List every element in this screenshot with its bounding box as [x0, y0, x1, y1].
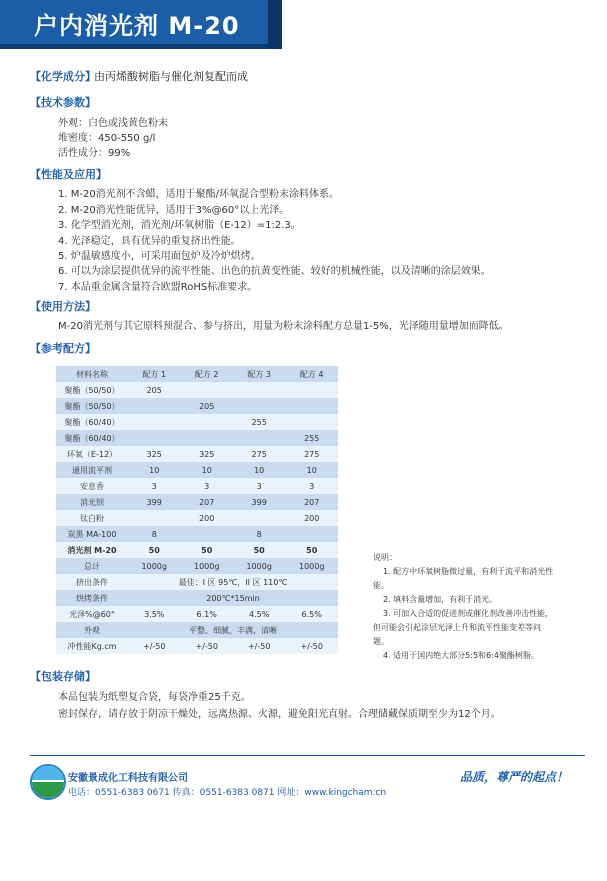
table-cell: 总计	[56, 558, 128, 574]
table-row	[56, 638, 338, 654]
table-cell: 环氧（E-12）	[56, 446, 128, 462]
notes-line: 4. 适用于国内绝大部分5:5和6:4聚酯树脂。	[383, 651, 539, 660]
table-cell: 炭黑 MA-100	[56, 526, 128, 542]
table-cell: 挤出条件	[56, 574, 128, 590]
notes-title: 说明：	[373, 553, 397, 562]
footer-divider	[30, 755, 585, 756]
table-cell: +/-50	[285, 638, 338, 654]
table-cell	[285, 414, 338, 430]
table-cell: 外观	[56, 622, 128, 638]
tech-param-appearance: 外观：白色或浅黄色粉末	[58, 118, 168, 129]
table-row	[56, 478, 338, 494]
table-cell: 50	[180, 542, 232, 558]
notes-line: 1. 配方中环氧树脂微过量，有利于流平和消光性	[383, 567, 554, 576]
composition-text: 由丙烯酸树脂与催化剂复配而成	[94, 70, 248, 83]
table-row	[56, 606, 338, 622]
table-row	[56, 398, 338, 414]
table-cell: 烘烤条件	[56, 590, 128, 606]
table-cell: 平整、细腻、丰满、清晰	[128, 622, 338, 638]
table-header-cell: 配方 3	[233, 366, 285, 382]
table-row	[56, 462, 338, 478]
table-row	[56, 542, 338, 558]
performance-label: 【性能及应用】	[30, 168, 107, 181]
table-row	[56, 590, 338, 606]
table-cell	[128, 510, 180, 526]
table-cell	[285, 398, 338, 414]
table-cell: 325	[128, 446, 180, 462]
table-cell: 1000g	[285, 558, 338, 574]
table-header-row	[56, 366, 338, 382]
table-row	[56, 510, 338, 526]
notes-line: 题。	[373, 637, 389, 646]
table-cell	[233, 382, 285, 398]
table-cell: 399	[128, 494, 180, 510]
table-cell: 10	[233, 462, 285, 478]
notes-line: 但可能会引起涂层光泽上升和流平性能变差等问	[373, 623, 541, 632]
table-cell	[180, 382, 232, 398]
table-cell	[285, 382, 338, 398]
packaging-label: 【包装存储】	[30, 670, 96, 683]
table-cell: 1000g	[233, 558, 285, 574]
table-cell: +/-50	[180, 638, 232, 654]
company-name: 安徽景成化工科技有限公司	[68, 773, 188, 784]
table-cell: +/-50	[233, 638, 285, 654]
usage-label: 【使用方法】	[30, 300, 96, 313]
table-cell: 消光剂 M-20	[56, 542, 128, 558]
table-cell: 255	[233, 414, 285, 430]
table-cell: 255	[285, 430, 338, 446]
table-row	[56, 526, 338, 542]
table-cell: 3	[285, 478, 338, 494]
table-cell: 275	[233, 446, 285, 462]
page-title: 户内消光剂 M-20	[34, 12, 240, 40]
packaging-line: 本品包装为纸塑复合袋，每袋净重25千克。	[58, 692, 251, 703]
table-cell: 10	[128, 462, 180, 478]
table-cell: 聚酯（50/50）	[56, 382, 128, 398]
table-row	[56, 558, 338, 574]
table-cell: 冲性能Kg.cm	[56, 638, 128, 654]
tech-params-label: 【技术参数】	[30, 96, 96, 109]
table-cell: 最佳：I 区 95℃，II 区 110℃	[128, 574, 338, 590]
table-cell: 光泽%@60°	[56, 606, 128, 622]
logo-sky	[32, 766, 64, 780]
table-cell	[233, 430, 285, 446]
table-cell: 1000g	[180, 558, 232, 574]
table-cell: 消光钡	[56, 494, 128, 510]
table-cell: 钛白粉	[56, 510, 128, 526]
composition-label: 【化学成分】	[30, 70, 96, 83]
table-cell: 399	[233, 494, 285, 510]
notes-line: 2. 填料含量增加，有利于消光。	[383, 595, 498, 604]
table-header-cell: 配方 1	[128, 366, 180, 382]
usage-text: M-20消光剂与其它原料预混合、参与挤出，用量为粉末涂料配方总量1-5%，光泽随用量增加而降低。	[58, 321, 509, 332]
company-contact: 电话：0551-6383 0671 传真：0551-6383 0871 网址：www.kingcham.cn	[68, 788, 387, 798]
table-cell: 207	[180, 494, 232, 510]
table-cell	[180, 526, 232, 542]
formula-table	[56, 366, 338, 654]
performance-item: 7. 本品重金属含量符合欧盟RoHS标准要求。	[58, 282, 258, 293]
company-logo-icon	[30, 764, 66, 800]
table-cell: 3	[233, 478, 285, 494]
table-cell: 205	[128, 382, 180, 398]
tech-param-density: 堆密度：450-550 g/l	[58, 133, 156, 144]
notes-line: 能。	[373, 581, 389, 590]
table-cell: 200	[285, 510, 338, 526]
table-cell: 200	[180, 510, 232, 526]
table-cell: 3	[128, 478, 180, 494]
table-cell: 4.5%	[233, 606, 285, 622]
table-cell: 安息香	[56, 478, 128, 494]
performance-item: 3. 化学型消光剂，消光剂/环氧树脂（E-12）=1:2.3。	[58, 220, 301, 231]
table-row	[56, 622, 338, 638]
packaging-line: 密封保存，请存放于阴凉干燥处，远离热源、火源，避免阳光直射。合理储藏保质期至少为12个月。	[58, 709, 501, 720]
table-cell: 205	[180, 398, 232, 414]
notes-line: 3. 可加入合适的促进剂或催化剂改善冲击性能，	[383, 609, 554, 618]
formula-label: 【参考配方】	[30, 342, 96, 355]
table-cell: 3.5%	[128, 606, 180, 622]
table-cell	[180, 430, 232, 446]
table-cell: 聚酯（60/40）	[56, 414, 128, 430]
table-header-cell: 配方 2	[180, 366, 232, 382]
table-cell: 275	[285, 446, 338, 462]
table-row	[56, 494, 338, 510]
company-slogan: 品质，尊严的起点！	[460, 770, 569, 784]
table-cell: 10	[285, 462, 338, 478]
performance-item: 4. 光泽稳定，具有优异的重复挤出性能。	[58, 236, 241, 247]
tech-param-active: 活性成分：99%	[58, 148, 131, 159]
table-cell	[285, 526, 338, 542]
table-cell: 聚酯（60/40）	[56, 430, 128, 446]
table-cell: 通用流平剂	[56, 462, 128, 478]
table-cell: 6.5%	[285, 606, 338, 622]
title-banner-fold	[268, 0, 282, 49]
table-cell: 8	[233, 526, 285, 542]
table-row	[56, 414, 338, 430]
table-cell	[233, 510, 285, 526]
table-cell: 50	[128, 542, 180, 558]
table-cell: 207	[285, 494, 338, 510]
table-cell	[128, 414, 180, 430]
table-cell	[128, 430, 180, 446]
title-banner-shadow	[0, 44, 282, 49]
performance-item: 6. 可以为涂层提供优异的流平性能、出色的抗黄变性能、较好的机械性能，以及清晰的涂层效果。	[58, 266, 491, 277]
table-cell: 10	[180, 462, 232, 478]
performance-item: 1. M-20消光剂不含蜡，适用于聚酯/环氧混合型粉末涂料体系。	[58, 189, 340, 200]
table-cell: 6.1%	[180, 606, 232, 622]
logo-ground	[32, 782, 64, 798]
table-row	[56, 446, 338, 462]
table-cell	[233, 398, 285, 414]
table-cell: 1000g	[128, 558, 180, 574]
table-cell: 50	[233, 542, 285, 558]
table-header-cell: 配方 4	[285, 366, 338, 382]
table-cell	[128, 398, 180, 414]
table-cell: 8	[128, 526, 180, 542]
table-cell: 325	[180, 446, 232, 462]
table-cell: 3	[180, 478, 232, 494]
table-cell: +/-50	[128, 638, 180, 654]
table-cell: 200℃*15min	[128, 590, 338, 606]
table-row	[56, 382, 338, 398]
table-row	[56, 574, 338, 590]
table-header-cell: 材料名称	[56, 366, 128, 382]
performance-item: 2. M-20消光性能优异，适用于3%@60°以上光泽。	[58, 205, 290, 216]
table-cell: 聚酯（50/50）	[56, 398, 128, 414]
table-cell: 50	[285, 542, 338, 558]
performance-item: 5. 炉温敏感度小，可采用面包炉及冷炉烘烤。	[58, 251, 261, 262]
table-cell	[180, 414, 232, 430]
table-row	[56, 430, 338, 446]
